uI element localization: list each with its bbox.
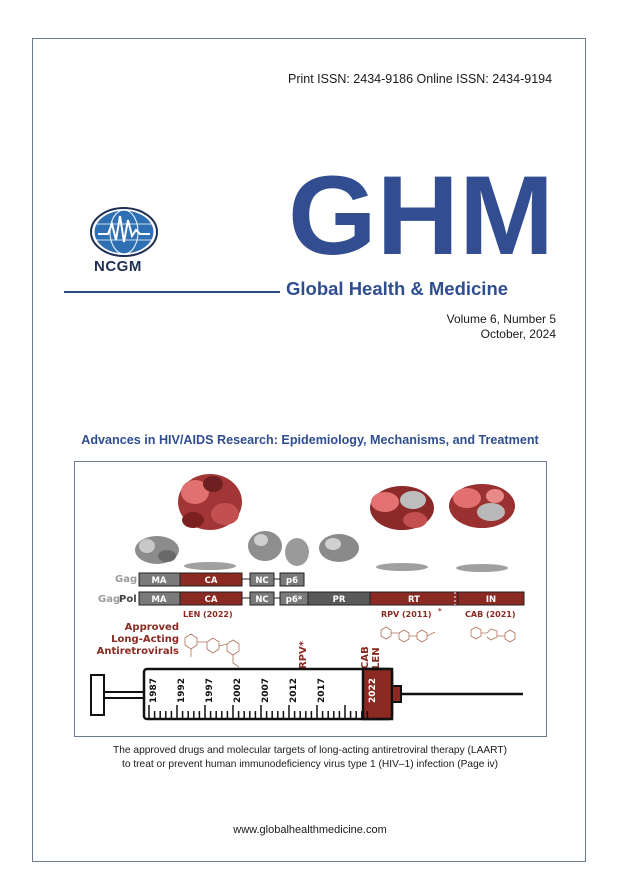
gag-row [139,573,304,586]
ghm-letters: GHM [288,170,554,262]
svg-text:Antiretrovirals: Antiretrovirals [96,646,179,657]
caption-line-2: to treat or prevent human immunodeficiency virus type 1 (HIV–1) infection (Page iv) [122,759,498,770]
cover-figure-svg [75,462,546,736]
cover-figure [74,461,547,737]
volume-number: Volume 6, Number 5 [446,312,556,326]
gag-ma: MA [151,576,167,586]
issn-line: Print ISSN: 2434-9186 Online ISSN: 2434-9194 [288,72,553,86]
year-1997: 1997 [205,677,215,703]
timeline-rpv-label: RPV* [298,641,309,669]
ghm-wordmark [288,170,556,262]
divider-rule [64,291,280,293]
svg-text:Long-Acting: Long-Acting [111,634,179,645]
gag-nc: NC [255,576,269,586]
gagpol-label-pol: Pol [119,594,137,605]
gag-ca: CA [204,576,218,586]
svg-text:Approved: Approved [124,622,179,633]
caption-line-1: The approved drugs and molecular targets of long-acting antiretroviral therapy (LAART) [113,745,507,756]
year-1992: 1992 [177,677,187,703]
pol-rt: RT [408,595,420,605]
timeline-cab-label: CAB [360,646,371,669]
ncgm-logo-text: NCGM [94,258,142,275]
website-url: www.globalhealthmedicine.com [233,824,387,836]
year-2022: 2022 [368,677,378,703]
issue-info [447,312,556,342]
pol-p6star: p6* [285,595,303,605]
journal-title: Global Health & Medicine [286,278,509,299]
gag-label: Gag [115,574,138,585]
pol-in: IN [485,595,497,605]
gagpol-label-gag: Gag [98,594,121,605]
pol-nc: NC [255,595,269,605]
year-2002: 2002 [233,677,243,703]
drug-rpv-label: RPV (2011) [381,610,432,619]
chemical-structures [185,627,515,667]
year-2017: 2017 [317,677,327,703]
gagpol-row [139,592,524,605]
issue-date: October, 2024 [480,327,556,341]
approved-label [97,622,179,657]
protein-structures [135,474,515,572]
gag-p6: p6 [286,576,298,586]
cover-frame [32,38,586,862]
pol-pr: PR [332,595,346,605]
drug-cab-label: CAB (2021) [465,610,516,619]
timeline-len-label: LEN [371,647,382,669]
year-2007: 2007 [261,677,271,703]
year-1987: 1987 [149,677,159,703]
year-2012: 2012 [289,677,299,703]
issue-theme: Advances in HIV/AIDS Research: Epidemiology, Mechanisms, and Treatment [81,433,539,447]
pol-ma: MA [151,595,167,605]
drug-len-label: LEN (2022) [183,610,233,619]
drug-rpv-asterisk: * [438,607,442,615]
figure-caption [0,744,620,772]
pol-ca: CA [204,595,218,605]
